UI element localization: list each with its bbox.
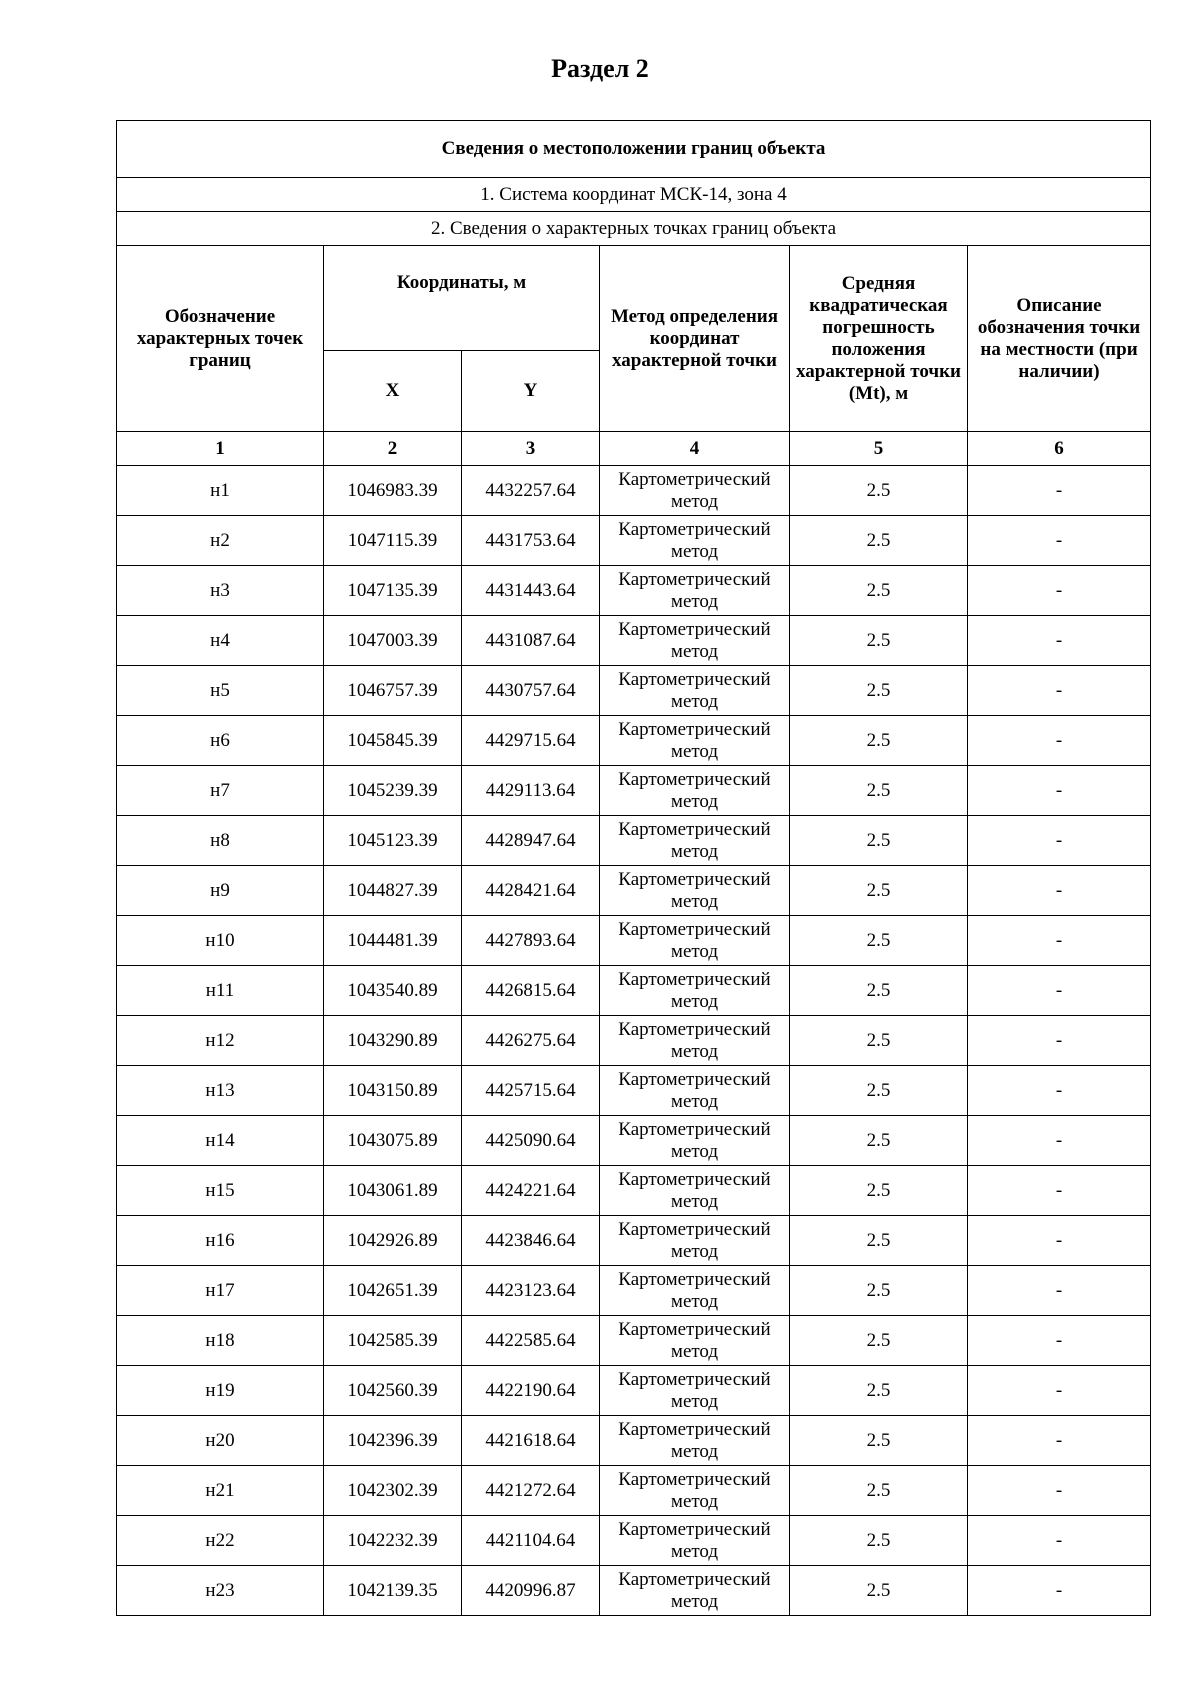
description-cell: - <box>968 516 1151 566</box>
y-cell: 4422585.64 <box>462 1316 600 1366</box>
y-cell: 4426815.64 <box>462 966 600 1016</box>
section-title: Раздел 2 <box>551 54 649 83</box>
method-cell: Картометрический метод <box>600 1516 790 1566</box>
header-point-designation: Обозначение характерных точек границ <box>117 246 324 432</box>
mt-cell: 2.5 <box>790 1566 968 1616</box>
method-cell: Картометрический метод <box>600 716 790 766</box>
mt-cell: 2.5 <box>790 1116 968 1166</box>
description-cell: - <box>968 1066 1151 1116</box>
description-cell: - <box>968 1366 1151 1416</box>
column-number: 3 <box>462 432 600 466</box>
point-cell: н6 <box>117 716 324 766</box>
point-cell: н21 <box>117 1466 324 1516</box>
point-cell: н12 <box>117 1016 324 1066</box>
x-cell: 1047003.39 <box>324 616 462 666</box>
points-info: 2. Сведения о характерных точках границ объекта <box>117 212 1151 246</box>
table-row <box>117 616 1151 666</box>
description-cell: - <box>968 1016 1151 1066</box>
mt-cell: 2.5 <box>790 1066 968 1116</box>
description-cell: - <box>968 1466 1151 1516</box>
table-title: Сведения о местоположении границ объекта <box>117 121 1151 178</box>
mt-cell: 2.5 <box>790 1016 968 1066</box>
x-cell: 1045239.39 <box>324 766 462 816</box>
method-cell: Картометрический метод <box>600 866 790 916</box>
x-cell: 1044827.39 <box>324 866 462 916</box>
mt-cell: 2.5 <box>790 1366 968 1416</box>
x-cell: 1042232.39 <box>324 1516 462 1566</box>
description-cell: - <box>968 666 1151 716</box>
y-cell: 4424221.64 <box>462 1166 600 1216</box>
mt-cell: 2.5 <box>790 1516 968 1566</box>
y-cell: 4421104.64 <box>462 1516 600 1566</box>
table-row <box>117 1266 1151 1316</box>
description-cell: - <box>968 566 1151 616</box>
header-y: Y <box>462 351 600 432</box>
y-cell: 4430757.64 <box>462 666 600 716</box>
mt-cell: 2.5 <box>790 1166 968 1216</box>
mt-cell: 2.5 <box>790 916 968 966</box>
point-cell: н20 <box>117 1416 324 1466</box>
method-cell: Картометрический метод <box>600 1566 790 1616</box>
point-cell: н18 <box>117 1316 324 1366</box>
mt-cell: 2.5 <box>790 866 968 916</box>
method-cell: Картометрический метод <box>600 466 790 516</box>
method-cell: Картометрический метод <box>600 1366 790 1416</box>
x-cell: 1042651.39 <box>324 1266 462 1316</box>
header-coordinates: Координаты, м <box>324 246 600 351</box>
method-cell: Картометрический метод <box>600 1066 790 1116</box>
mt-cell: 2.5 <box>790 566 968 616</box>
y-cell: 4423846.64 <box>462 1216 600 1266</box>
description-cell: - <box>968 466 1151 516</box>
method-cell: Картометрический метод <box>600 1466 790 1516</box>
table-row <box>117 1116 1151 1166</box>
column-number: 6 <box>968 432 1151 466</box>
description-cell: - <box>968 716 1151 766</box>
y-cell: 4432257.64 <box>462 466 600 516</box>
column-number: 5 <box>790 432 968 466</box>
point-cell: н8 <box>117 816 324 866</box>
table-row <box>117 1516 1151 1566</box>
method-cell: Картометрический метод <box>600 1416 790 1466</box>
point-cell: н17 <box>117 1266 324 1316</box>
y-cell: 4421618.64 <box>462 1416 600 1466</box>
y-cell: 4428947.64 <box>462 816 600 866</box>
header-description: Описание обозначения точки на местности (при наличии) <box>968 246 1151 432</box>
coordinate-system: 1. Система координат МСК-14, зона 4 <box>117 178 1151 212</box>
x-cell: 1043290.89 <box>324 1016 462 1066</box>
x-cell: 1046983.39 <box>324 466 462 516</box>
description-cell: - <box>968 1566 1151 1616</box>
boundary-points-table <box>116 120 1151 1616</box>
method-cell: Картометрический метод <box>600 916 790 966</box>
mt-cell: 2.5 <box>790 816 968 866</box>
point-cell: н11 <box>117 966 324 1016</box>
table-row <box>117 966 1151 1016</box>
method-cell: Картометрический метод <box>600 616 790 666</box>
x-cell: 1042926.89 <box>324 1216 462 1266</box>
table-row <box>117 816 1151 866</box>
x-cell: 1043150.89 <box>324 1066 462 1116</box>
method-cell: Картометрический метод <box>600 816 790 866</box>
x-cell: 1046757.39 <box>324 666 462 716</box>
method-cell: Картометрический метод <box>600 1216 790 1266</box>
x-cell: 1043540.89 <box>324 966 462 1016</box>
mt-cell: 2.5 <box>790 1416 968 1466</box>
point-cell: н14 <box>117 1116 324 1166</box>
table-row <box>117 566 1151 616</box>
method-cell: Картометрический метод <box>600 1166 790 1216</box>
point-cell: н7 <box>117 766 324 816</box>
method-cell: Картометрический метод <box>600 1316 790 1366</box>
y-cell: 4423123.64 <box>462 1266 600 1316</box>
table-row <box>117 1416 1151 1466</box>
description-cell: - <box>968 1266 1151 1316</box>
y-cell: 4421272.64 <box>462 1466 600 1516</box>
table-row <box>117 1366 1151 1416</box>
x-cell: 1042560.39 <box>324 1366 462 1416</box>
x-cell: 1047115.39 <box>324 516 462 566</box>
x-cell: 1042302.39 <box>324 1466 462 1516</box>
mt-cell: 2.5 <box>790 1266 968 1316</box>
point-cell: н5 <box>117 666 324 716</box>
table-row <box>117 1216 1151 1266</box>
point-cell: н3 <box>117 566 324 616</box>
point-cell: н19 <box>117 1366 324 1416</box>
table-row <box>117 916 1151 966</box>
table-row <box>117 516 1151 566</box>
header-x: X <box>324 351 462 432</box>
x-cell: 1045123.39 <box>324 816 462 866</box>
table-row <box>117 1316 1151 1366</box>
x-cell: 1047135.39 <box>324 566 462 616</box>
table-row <box>117 766 1151 816</box>
mt-cell: 2.5 <box>790 716 968 766</box>
point-cell: н23 <box>117 1566 324 1616</box>
method-cell: Картометрический метод <box>600 766 790 816</box>
y-cell: 4431087.64 <box>462 616 600 666</box>
mt-cell: 2.5 <box>790 1216 968 1266</box>
description-cell: - <box>968 1166 1151 1216</box>
description-cell: - <box>968 966 1151 1016</box>
point-cell: н2 <box>117 516 324 566</box>
method-cell: Картометрический метод <box>600 1266 790 1316</box>
y-cell: 4431443.64 <box>462 566 600 616</box>
x-cell: 1043061.89 <box>324 1166 462 1216</box>
x-cell: 1044481.39 <box>324 916 462 966</box>
description-cell: - <box>968 1416 1151 1466</box>
method-cell: Картометрический метод <box>600 1116 790 1166</box>
table-row <box>117 866 1151 916</box>
y-cell: 4422190.64 <box>462 1366 600 1416</box>
description-cell: - <box>968 1116 1151 1166</box>
point-cell: н15 <box>117 1166 324 1216</box>
description-cell: - <box>968 916 1151 966</box>
point-cell: н16 <box>117 1216 324 1266</box>
table-row <box>117 1566 1151 1616</box>
description-cell: - <box>968 1216 1151 1266</box>
mt-cell: 2.5 <box>790 616 968 666</box>
method-cell: Картометрический метод <box>600 516 790 566</box>
y-cell: 4420996.87 <box>462 1566 600 1616</box>
table-row <box>117 466 1151 516</box>
table-row <box>117 1066 1151 1116</box>
table-row <box>117 1016 1151 1066</box>
y-cell: 4429715.64 <box>462 716 600 766</box>
column-number: 1 <box>117 432 324 466</box>
y-cell: 4428421.64 <box>462 866 600 916</box>
x-cell: 1042396.39 <box>324 1416 462 1466</box>
table-row <box>117 666 1151 716</box>
mt-cell: 2.5 <box>790 466 968 516</box>
y-cell: 4427893.64 <box>462 916 600 966</box>
mt-cell: 2.5 <box>790 516 968 566</box>
column-number: 2 <box>324 432 462 466</box>
point-cell: н10 <box>117 916 324 966</box>
point-cell: н22 <box>117 1516 324 1566</box>
mt-cell: 2.5 <box>790 1316 968 1366</box>
point-cell: н9 <box>117 866 324 916</box>
x-cell: 1042139.35 <box>324 1566 462 1616</box>
point-cell: н1 <box>117 466 324 516</box>
y-cell: 4425715.64 <box>462 1066 600 1116</box>
x-cell: 1042585.39 <box>324 1316 462 1366</box>
mt-cell: 2.5 <box>790 966 968 1016</box>
method-cell: Картометрический метод <box>600 666 790 716</box>
y-cell: 4426275.64 <box>462 1016 600 1066</box>
y-cell: 4429113.64 <box>462 766 600 816</box>
y-cell: 4425090.64 <box>462 1116 600 1166</box>
header-method: Метод определения координат характерной точки <box>600 246 790 432</box>
mt-cell: 2.5 <box>790 666 968 716</box>
x-cell: 1045845.39 <box>324 716 462 766</box>
description-cell: - <box>968 766 1151 816</box>
method-cell: Картометрический метод <box>600 566 790 616</box>
table-row <box>117 716 1151 766</box>
point-cell: н4 <box>117 616 324 666</box>
description-cell: - <box>968 1516 1151 1566</box>
description-cell: - <box>968 866 1151 916</box>
header-error: Средняя квадратическая погрешность положения характерной точки (Mt), м <box>790 246 968 432</box>
method-cell: Картометрический метод <box>600 966 790 1016</box>
mt-cell: 2.5 <box>790 1466 968 1516</box>
table-row <box>117 1466 1151 1516</box>
point-cell: н13 <box>117 1066 324 1116</box>
method-cell: Картометрический метод <box>600 1016 790 1066</box>
mt-cell: 2.5 <box>790 766 968 816</box>
column-number: 4 <box>600 432 790 466</box>
table-row <box>117 1166 1151 1216</box>
description-cell: - <box>968 1316 1151 1366</box>
y-cell: 4431753.64 <box>462 516 600 566</box>
x-cell: 1043075.89 <box>324 1116 462 1166</box>
description-cell: - <box>968 616 1151 666</box>
description-cell: - <box>968 816 1151 866</box>
